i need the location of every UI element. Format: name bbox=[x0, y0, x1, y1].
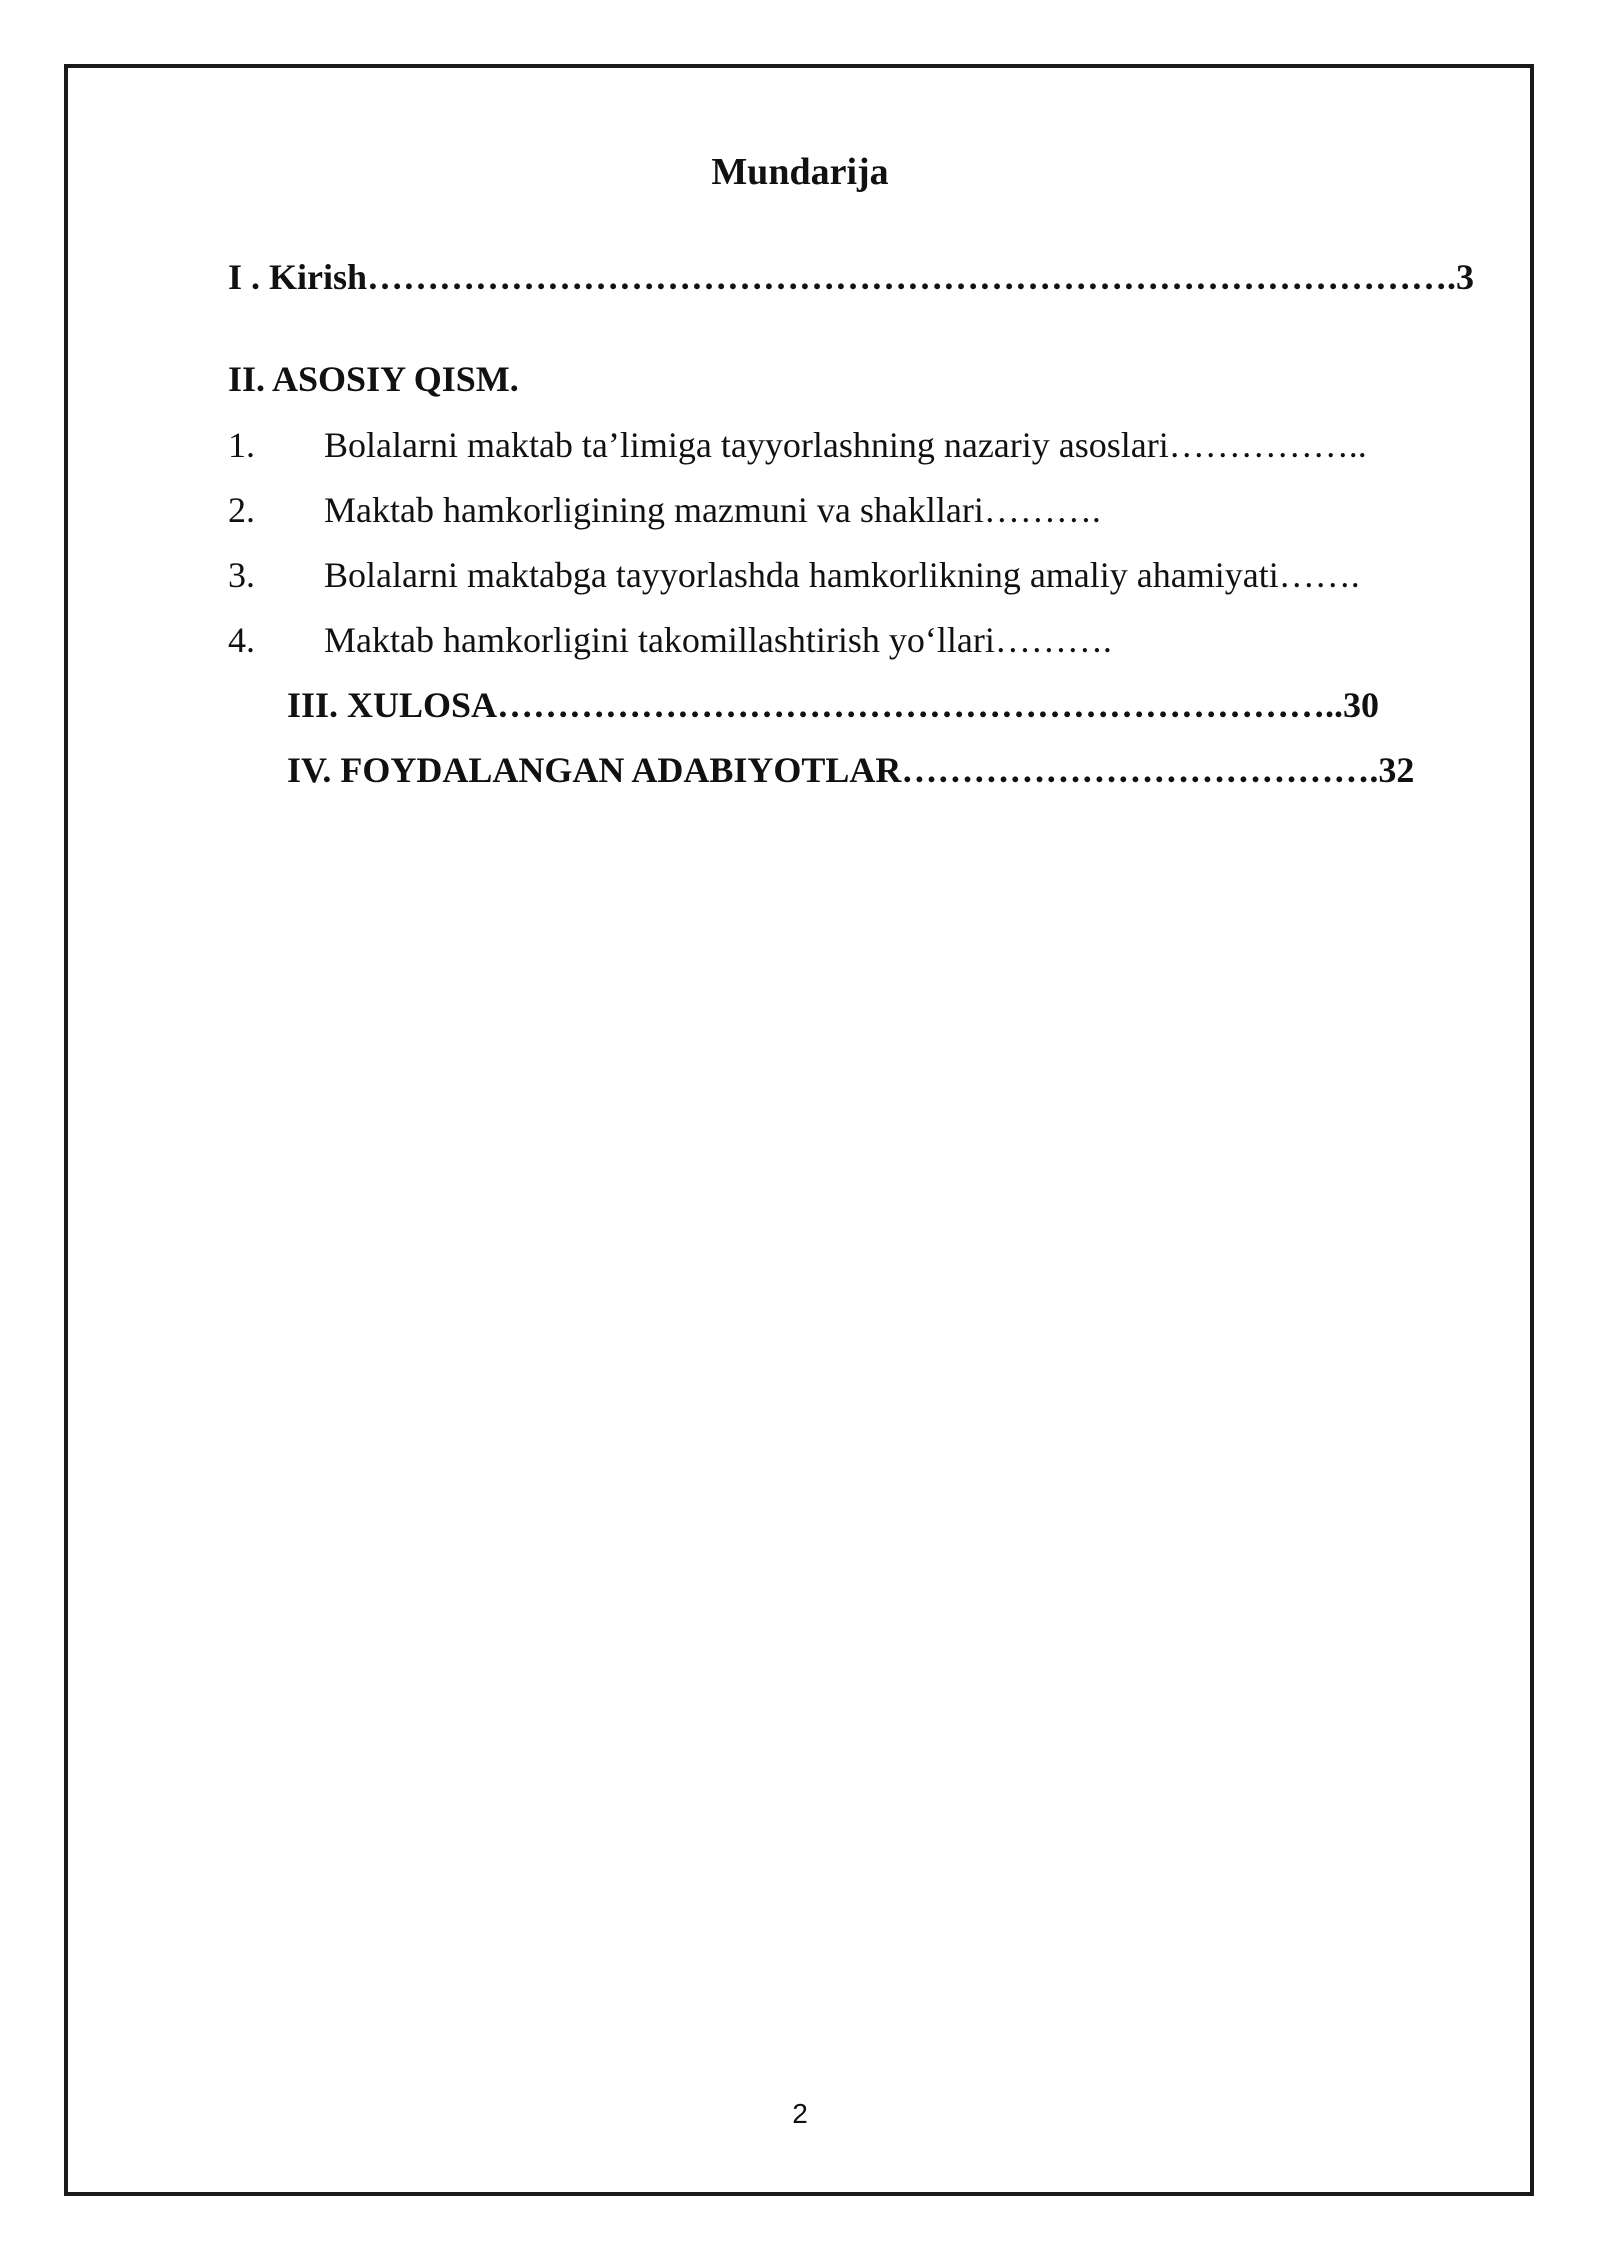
toc-entry-references: IV. FOYDALANGAN ADABIYOTLAR………………………………….32 bbox=[287, 750, 1415, 790]
section-heading-main: II. ASOSIY QISM. bbox=[228, 359, 519, 399]
toc-entry-3: Bolalarni maktabga tayyorlashda hamkorlikning amaliy ahamiyati……. bbox=[324, 555, 1360, 595]
toc-title: Mundarija bbox=[711, 151, 889, 193]
toc-entry-introduction: I . Kirish……………………………………………………………………………….3 bbox=[228, 257, 1475, 297]
list-item-number: 4. bbox=[228, 620, 255, 660]
toc-entry-4: Maktab hamkorligini takomillashtirish yo‘llari………. bbox=[324, 620, 1112, 660]
toc-entry-1: Bolalarni maktab ta’limiga tayyorlashning nazariy asoslari…………….. bbox=[324, 425, 1367, 465]
list-item-number: 3. bbox=[228, 555, 255, 595]
toc-entry-2: Maktab hamkorligining mazmuni va shakllari………. bbox=[324, 490, 1101, 530]
list-item-number: 1. bbox=[228, 425, 255, 465]
page-number: 2 bbox=[792, 2098, 808, 2129]
list-item-number: 2. bbox=[228, 490, 255, 530]
toc-entry-conclusion: III. XULOSA……………………………………………………………..30 bbox=[287, 685, 1380, 725]
